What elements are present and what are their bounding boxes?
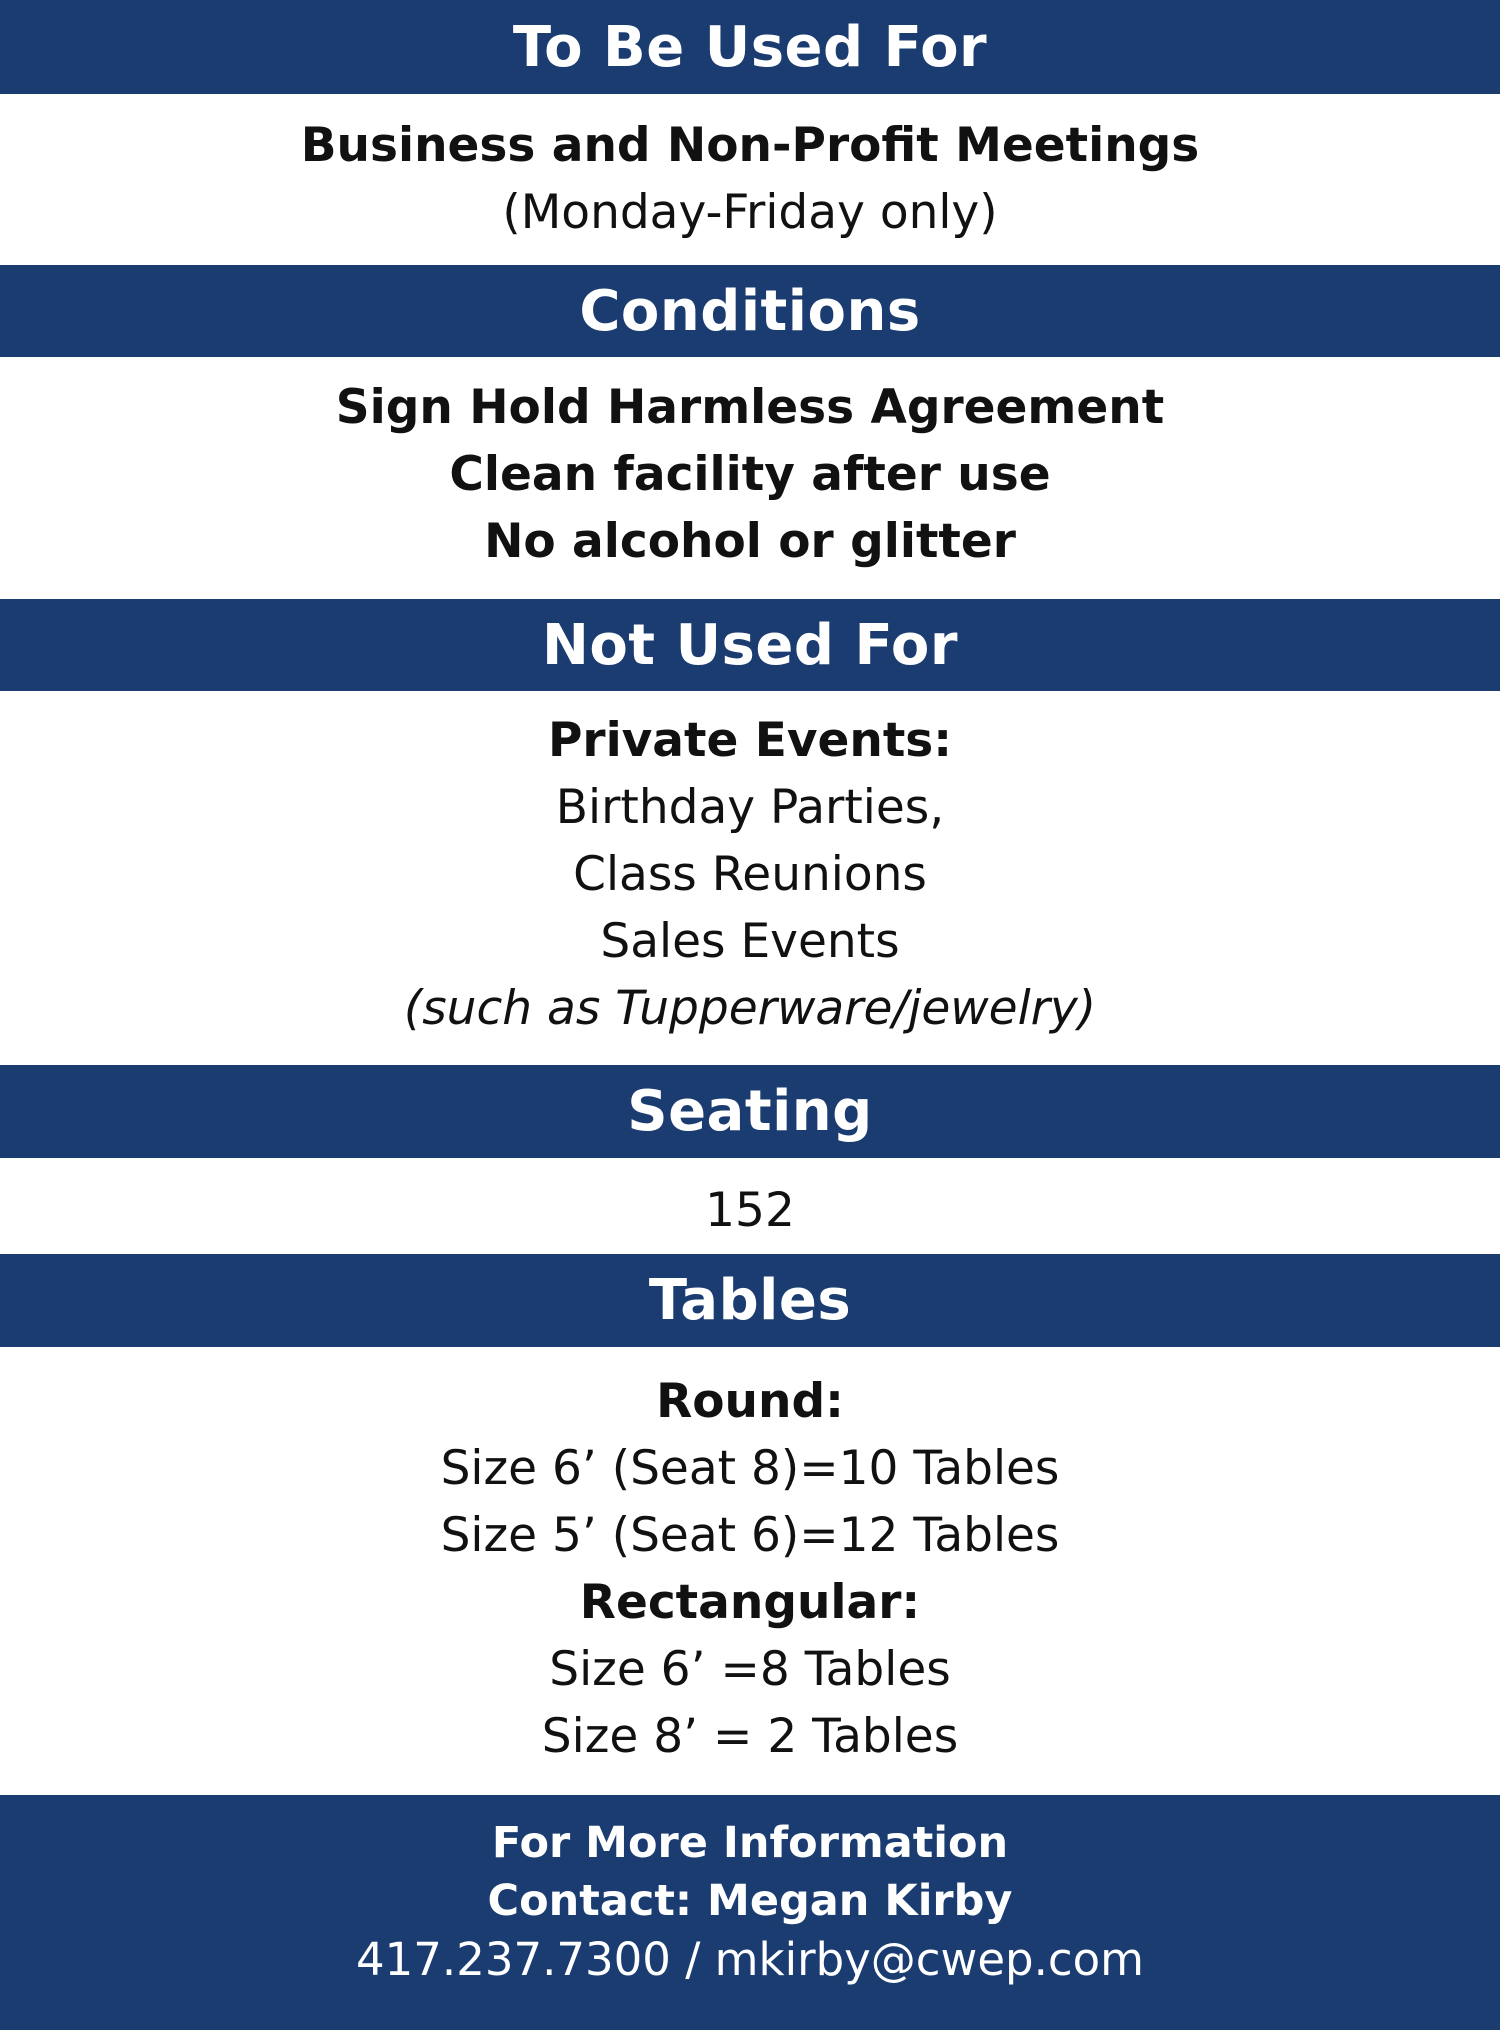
not-used-label: Private Events: [547, 713, 953, 768]
seating-content [0, 1177, 1500, 1244]
condition-item: Sign Hold Harmless Agreement [335, 380, 1165, 435]
contact-footer [0, 1795, 1500, 2030]
seating-count: 152 [705, 1183, 795, 1238]
not-used-note: (such as Tupperware/jewelry) [403, 981, 1097, 1036]
not-used-item: Birthday Parties, [555, 780, 945, 835]
rect-table-item: Size 6’ =8 Tables [549, 1642, 951, 1697]
section-header-conditions [0, 265, 1500, 357]
footer-title: For More Information [491, 1818, 1009, 1868]
conditions-content [0, 374, 1500, 575]
use-days-line: (Monday-Friday only) [502, 185, 998, 240]
section-header-not-used [0, 599, 1500, 691]
tables-content [0, 1368, 1500, 1770]
rectangular-label: Rectangular: [579, 1575, 921, 1630]
section-title: Conditions [579, 278, 921, 344]
condition-item: No alcohol or glitter [484, 514, 1016, 569]
section-title: To Be Used For [512, 14, 988, 80]
use-content [0, 112, 1500, 246]
section-title: Tables [648, 1268, 852, 1333]
round-label: Round: [656, 1374, 844, 1429]
round-table-item: Size 6’ (Seat 8)=10 Tables [440, 1441, 1060, 1496]
section-header-use [0, 0, 1500, 94]
condition-item: Clean facility after use [449, 447, 1051, 502]
not-used-item: Class Reunions [573, 847, 927, 902]
footer-contact-name: Contact: Megan Kirby [487, 1876, 1013, 1926]
not-used-item: Sales Events [600, 914, 900, 969]
rect-table-item: Size 8’ = 2 Tables [541, 1709, 959, 1764]
use-primary-line: Business and Non-Profit Meetings [300, 118, 1200, 173]
section-header-seating [0, 1065, 1500, 1158]
section-title: Seating [627, 1079, 873, 1144]
section-title: Not Used For [541, 612, 959, 678]
round-table-item: Size 5’ (Seat 6)=12 Tables [440, 1508, 1060, 1563]
section-header-tables [0, 1254, 1500, 1347]
footer-contact-details[interactable]: 417.237.7300 / mkirby@cwep.com [356, 1933, 1144, 1986]
not-used-content [0, 707, 1500, 1042]
